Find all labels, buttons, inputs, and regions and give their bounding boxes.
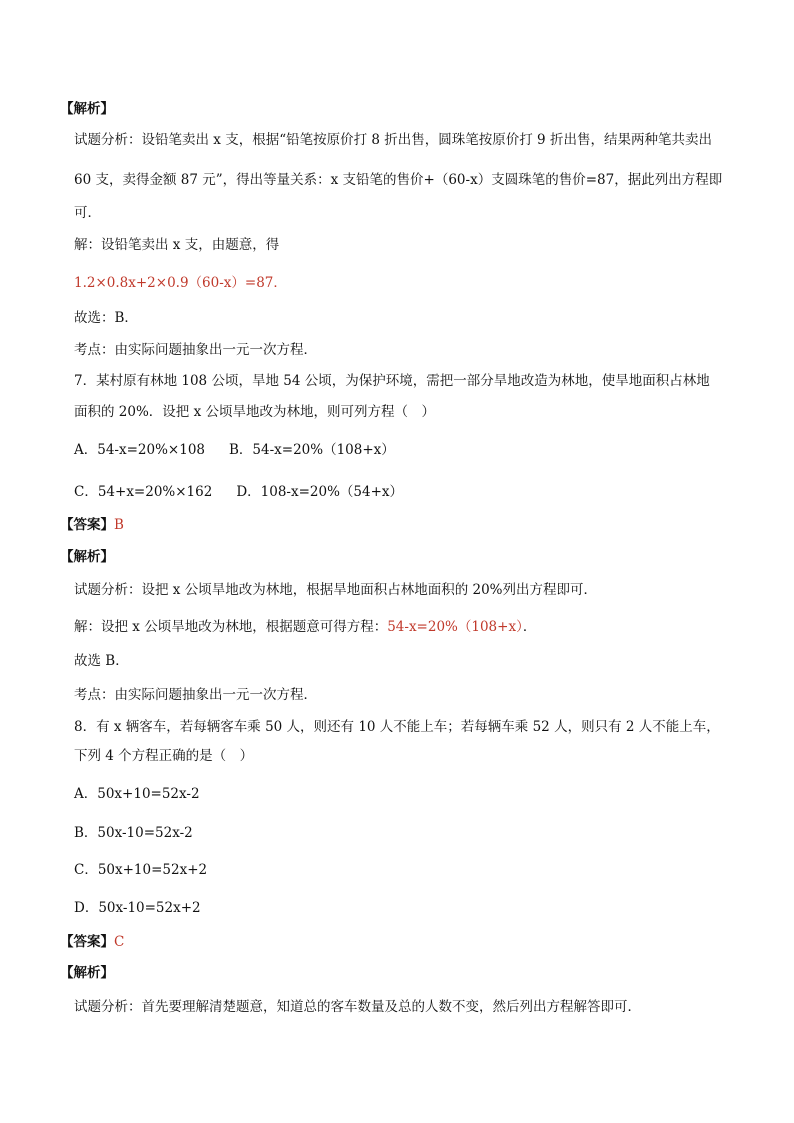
analysis-heading: 【解析】 [60, 101, 114, 117]
analysis-text: 试题分析：首先要理解清楚题意，知道总的客车数量及总的人数不变，然后列出方程解答即可． [74, 999, 641, 1015]
analysis-text: 60 支，卖得金额 87 元”，得出等量关系：x 支铅笔的售价+（60-x）支圆珠笔的售价=87，据此列出方程即 [74, 172, 723, 188]
option-d: D．108-x=20%（54+x） [236, 484, 404, 500]
answer-heading: 【答案】 [60, 934, 114, 950]
option-c: C．50x+10=52x+2 [74, 862, 208, 878]
answer-value: C [114, 934, 125, 950]
option-a: A．50x+10=52x-2 [74, 786, 200, 802]
solution-text: 解：设铅笔卖出 x 支，由题意，得 [74, 237, 280, 253]
analysis-text: 试题分析：设铅笔卖出 x 支，根据“铅笔按原价打 8 折出售，圆珠笔按原价打 9 折出售，结果两种笔共卖出 [74, 132, 712, 148]
question-text: 下列 4 个方程正确的是（ ） [74, 748, 254, 764]
knowledge-point: 考点：由实际问题抽象出一元一次方程． [74, 687, 317, 703]
solution-suffix: ． [522, 619, 537, 635]
analysis-text: 可． [74, 205, 101, 221]
option-c: C．54+x=20%×162 [74, 484, 213, 500]
answer-line [60, 516, 744, 534]
option-b: B．54-x=20%（108+x） [229, 442, 395, 458]
option-row [74, 441, 744, 459]
option-d: D．50x-10=52x+2 [74, 900, 201, 916]
solution-prefix: 解：设把 x 公顷旱地改为林地，根据题意可得方程： [74, 619, 388, 635]
analysis-heading: 【解析】 [60, 549, 114, 565]
analysis-heading: 【解析】 [60, 965, 114, 981]
question-text: 面积的 20%．设把 x 公顷旱地改为林地，则可列方程（ ） [74, 404, 435, 420]
solution-equation: 54-x=20%（108+x） [387, 619, 523, 635]
solution-equation: 1.2×0.8x+2×0.9（60-x）=87． [74, 275, 287, 291]
analysis-text: 试题分析：设把 x 公顷旱地改为林地，根据旱地面积占林地面积的 20%列出方程即可． [74, 582, 597, 598]
solution-text [74, 618, 744, 636]
answer-value: B [114, 517, 124, 533]
choice-text: 故选：B． [74, 310, 138, 326]
choice-text: 故选 B． [74, 653, 129, 669]
answer-line [60, 933, 744, 951]
option-a: A．54-x=20%×108 [74, 442, 205, 458]
knowledge-point: 考点：由实际问题抽象出一元一次方程． [74, 342, 317, 358]
option-b: B．50x-10=52x-2 [74, 825, 193, 841]
answer-heading: 【答案】 [60, 517, 114, 533]
option-row [74, 483, 744, 501]
question-text: 7．某村原有林地 108 公顷，旱地 54 公顷，为保护环境，需把一部分旱地改造为林地，使旱地面积占林地 [74, 373, 710, 389]
question-text: 8．有 x 辆客车，若每辆客车乘 50 人，则还有 10 人不能上车；若每辆车乘 52 人，则只有 2 人不能上车， [74, 719, 720, 735]
